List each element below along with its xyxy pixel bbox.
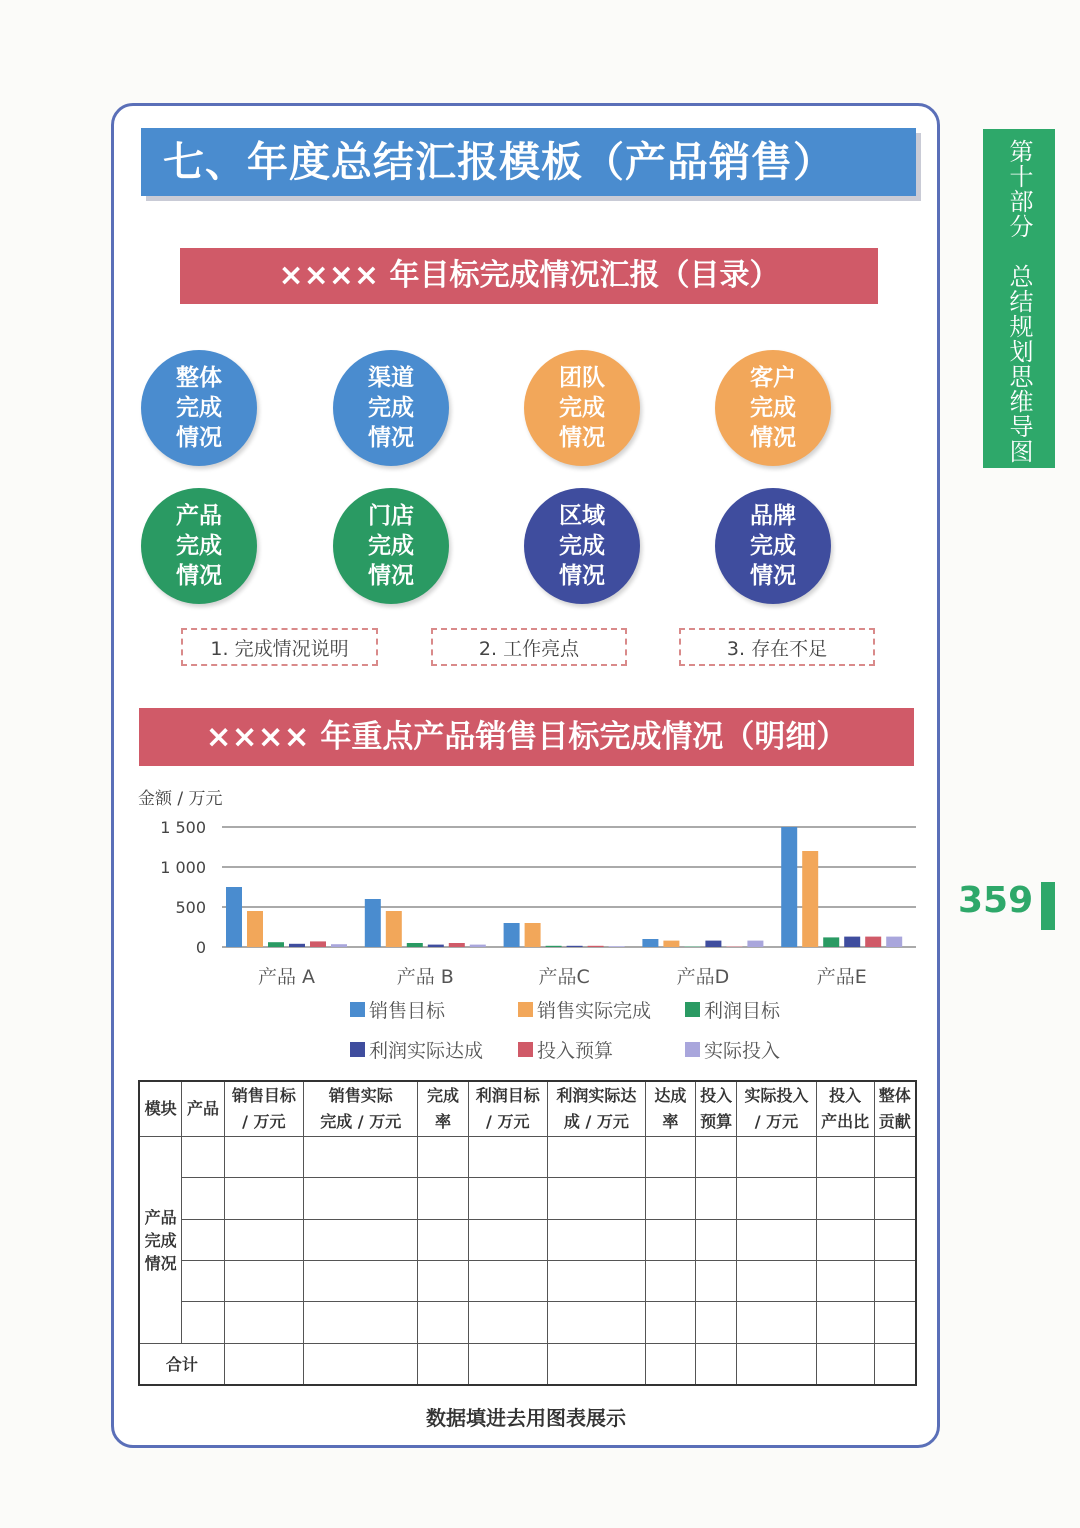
- module-label-line: 情况: [144, 1254, 177, 1274]
- bar: [386, 911, 402, 947]
- toc-circle: [141, 350, 257, 466]
- toc-circle-label: 情况: [368, 563, 414, 589]
- module-label-line: 产品: [144, 1208, 177, 1228]
- toc-circle-label: 情况: [750, 425, 796, 451]
- bar: [289, 944, 305, 947]
- bar: [886, 937, 902, 947]
- table-header-text: 销售目标: [231, 1086, 296, 1105]
- bar: [525, 923, 541, 947]
- table-header-text: 整体: [878, 1086, 911, 1105]
- toc-circle-label: 情况: [559, 563, 605, 589]
- toc-circle-label: 完成: [368, 395, 414, 421]
- legend-label: 销售目标: [369, 1000, 446, 1022]
- bar: [642, 939, 658, 947]
- table-header-text: 利润实际达: [556, 1086, 637, 1105]
- table-header-cell: [737, 1081, 816, 1137]
- toc-circle-label: 情况: [559, 425, 605, 451]
- toc-circle-label: 完成: [750, 395, 796, 421]
- toc-circle: [715, 350, 831, 466]
- table-header-text: 率: [662, 1112, 679, 1131]
- table-header-text: 产品: [186, 1099, 219, 1118]
- toc-circle-label: 团队: [559, 365, 605, 391]
- toc-circle-label: 客户: [750, 365, 796, 391]
- bar: [504, 923, 520, 947]
- toc-circle-label: 整体: [176, 365, 222, 391]
- table-header-cell: [224, 1081, 303, 1137]
- bar: [663, 941, 679, 947]
- table-row: [139, 1137, 916, 1178]
- bar: [407, 943, 423, 947]
- table-header-cell: [816, 1081, 874, 1137]
- toc-circle-label: 完成: [176, 395, 222, 421]
- table-header-text: 率: [435, 1112, 452, 1131]
- toc-circle-label: 完成: [750, 533, 796, 559]
- toc-circle-label: 情况: [176, 425, 222, 451]
- legend-label: 投入预算: [537, 1040, 614, 1062]
- bar: [705, 941, 721, 947]
- bar: [588, 946, 604, 947]
- table-header-text: 投入: [829, 1086, 862, 1105]
- y-tick-label: 0: [195, 938, 206, 957]
- bar: [449, 943, 465, 947]
- total-label: 合计: [139, 1343, 224, 1385]
- main-title: 七、年度总结汇报模板（产品销售）: [141, 128, 916, 196]
- page-number: 359: [958, 880, 1034, 921]
- legend-label: 利润实际达成: [369, 1040, 484, 1062]
- bar: [268, 942, 284, 947]
- table-header-text: 投入: [700, 1086, 733, 1105]
- toc-circle: [524, 488, 640, 604]
- x-tick-label: 产品 B: [396, 966, 454, 988]
- table-total-row: [139, 1343, 916, 1385]
- toc-circle-label: 渠道: [368, 365, 414, 391]
- toc-circle-label: 区域: [559, 503, 605, 529]
- toc-circle-label: 完成: [368, 533, 414, 559]
- bar: [747, 941, 763, 947]
- y-axis-label: 金额 / 万元: [138, 789, 223, 809]
- table-row: [139, 1260, 916, 1301]
- section-side-tab: 第十部分 总结规划思维导图: [983, 129, 1055, 468]
- bar: [865, 937, 881, 947]
- legend-swatch: [518, 1042, 533, 1057]
- x-tick-label: 产品D: [676, 966, 730, 988]
- sales-chart: [130, 782, 930, 1072]
- table-header-text: 成 / 万元: [563, 1112, 629, 1131]
- legend-swatch: [350, 1002, 365, 1017]
- bar: [802, 851, 818, 947]
- table-header-text: 利润目标: [475, 1086, 540, 1105]
- y-tick-label: 1 000: [160, 858, 206, 877]
- table-header-text: 产出比: [821, 1112, 870, 1131]
- bar: [567, 946, 583, 947]
- toc-circle: [141, 488, 257, 604]
- toc-circle-label: 品牌: [750, 503, 796, 529]
- table-row: [139, 1178, 916, 1219]
- module-label-line: 完成: [144, 1231, 177, 1251]
- table-header-cell: [874, 1081, 916, 1137]
- bar: [470, 945, 486, 947]
- x-tick-label: 产品E: [816, 966, 867, 988]
- table-header-text: 贡献: [878, 1112, 911, 1131]
- table-header-text: 达成: [654, 1086, 687, 1105]
- table-header-text: 实际投入: [744, 1086, 809, 1105]
- toc-item-1: 1. 完成情况说明: [181, 628, 378, 666]
- legend-label: 实际投入: [704, 1040, 781, 1062]
- data-table: [138, 1080, 917, 1386]
- table-header-cell: [468, 1081, 547, 1137]
- bar: [781, 827, 797, 947]
- toc-circle: [333, 350, 449, 466]
- table-header-cell: [139, 1081, 182, 1137]
- toc-circle: [524, 350, 640, 466]
- bar: [609, 946, 625, 947]
- bar: [546, 946, 562, 947]
- toc-circle-label: 完成: [176, 533, 222, 559]
- page-number-bar: [1041, 882, 1055, 930]
- table-header-text: / 万元: [754, 1112, 799, 1131]
- toc-circle: [333, 488, 449, 604]
- legend-swatch: [518, 1002, 533, 1017]
- bar: [844, 937, 860, 947]
- table-header-cell: [695, 1081, 736, 1137]
- table-header-text: / 万元: [486, 1112, 530, 1131]
- table-header-text: 预算: [700, 1112, 733, 1131]
- table-header-cell: [182, 1081, 224, 1137]
- bar: [823, 937, 839, 947]
- bar: [310, 941, 326, 947]
- toc-circle-label: 情况: [368, 425, 414, 451]
- legend-swatch: [685, 1002, 700, 1017]
- toc-circle: [715, 488, 831, 604]
- toc-circle-label: 门店: [368, 503, 414, 529]
- table-header-cell: [304, 1081, 418, 1137]
- table-header-text: 销售实际: [328, 1086, 393, 1105]
- table-header-text: 完成 / 万元: [320, 1112, 402, 1131]
- toc-circle-label: 情况: [176, 563, 222, 589]
- toc-circle-label: 产品: [176, 503, 222, 529]
- bar: [428, 945, 444, 947]
- legend-swatch: [350, 1042, 365, 1057]
- toc-item-2: 2. 工作亮点: [431, 628, 627, 666]
- y-tick-label: 1 500: [160, 818, 206, 837]
- table-row: [139, 1219, 916, 1260]
- table-row: [139, 1302, 916, 1343]
- bar: [365, 899, 381, 947]
- table-header-text: 模块: [144, 1099, 177, 1118]
- legend-label: 利润目标: [704, 1000, 781, 1022]
- table-header-cell: [645, 1081, 695, 1137]
- x-tick-label: 产品 A: [257, 966, 316, 988]
- toc-title: ×××× 年目标完成情况汇报（目录）: [180, 248, 878, 304]
- x-tick-label: 产品C: [538, 966, 590, 988]
- table-header-cell: [418, 1081, 468, 1137]
- y-tick-label: 500: [175, 898, 206, 917]
- detail-title: ×××× 年重点产品销售目标完成情况（明细）: [139, 708, 914, 766]
- bar: [226, 887, 242, 947]
- bar: [247, 911, 263, 947]
- footer-note: 数据填进去用图表展示: [426, 1406, 626, 1430]
- legend-swatch: [685, 1042, 700, 1057]
- toc-circle-label: 完成: [559, 395, 605, 421]
- toc-item-3: 3. 存在不足: [679, 628, 875, 666]
- legend-label: 销售实际完成: [537, 1000, 652, 1022]
- table-header-text: / 万元: [242, 1112, 286, 1131]
- toc-circle-label: 完成: [559, 533, 605, 559]
- bar: [331, 944, 347, 947]
- table-header-row: [139, 1081, 916, 1137]
- table-header-text: 完成: [427, 1086, 460, 1105]
- module-cell: [139, 1137, 182, 1344]
- table-header-cell: [547, 1081, 645, 1137]
- toc-circle-label: 情况: [750, 563, 796, 589]
